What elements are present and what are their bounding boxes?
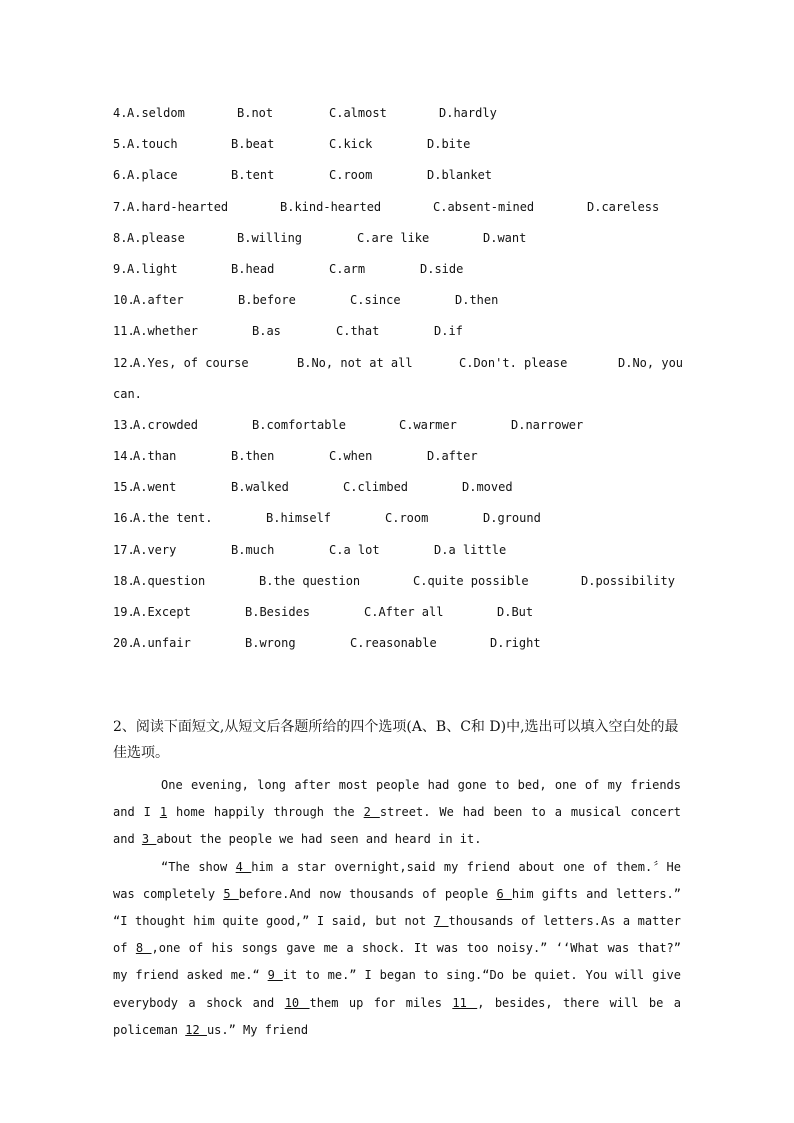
- option-c: C.almost: [329, 106, 387, 120]
- option-continuation: can.: [113, 386, 142, 401]
- option-c: C.are like: [357, 230, 430, 245]
- blank-7: 7: [433, 914, 449, 929]
- question-number: 11.: [113, 324, 135, 339]
- option-b: B.Besides: [245, 605, 311, 620]
- passage-text: it to me.” I began to sing.“Do be quiet. You will give everybody a shock and: [113, 968, 681, 1010]
- option-d: D.No, you: [618, 355, 684, 370]
- question-row: [113, 446, 683, 477]
- question-row: [113, 571, 683, 602]
- passage-text: home happily through the: [167, 805, 364, 820]
- question-row: [113, 290, 683, 321]
- question-row: [113, 134, 683, 165]
- question-row: [113, 321, 683, 352]
- passage-text: them up for miles: [309, 995, 453, 1010]
- question-row: [113, 508, 683, 539]
- option-b: B.comfortable: [252, 417, 346, 432]
- option-a: A.went: [133, 480, 177, 495]
- option-b: B.wrong: [245, 636, 296, 651]
- passage-text: before.And now thousands of people: [238, 886, 497, 901]
- option-c: C.room: [385, 511, 429, 526]
- option-b: B.the question: [259, 573, 361, 588]
- option-c: C.Don't. please: [459, 355, 568, 370]
- option-c: C.absent-mined: [433, 199, 535, 214]
- option-b: B.then: [231, 449, 275, 464]
- question-options-list: [113, 103, 683, 664]
- passage-text: thousands of letters.As a matter of: [113, 914, 682, 956]
- question-number: 9.: [113, 261, 128, 276]
- passage-text: him a star overnight,said my friend about one of them.〞He was completely: [113, 859, 681, 901]
- option-c: C.quite possible: [413, 573, 529, 588]
- option-a: A.seldom: [127, 106, 185, 120]
- blank-4: 4: [235, 859, 252, 874]
- option-c: C.kick: [329, 137, 373, 152]
- question-number: 15.: [113, 480, 135, 495]
- option-a: A.light: [127, 261, 178, 276]
- option-c: C.a lot: [329, 542, 380, 557]
- question-row: [113, 165, 683, 196]
- passage-text: us.” My friend: [206, 1022, 309, 1037]
- question-row: [113, 259, 683, 290]
- blank-11: 11: [452, 995, 478, 1010]
- option-d: D.right: [490, 636, 541, 651]
- question-number: 8.: [113, 230, 128, 245]
- option-d: D.side: [420, 261, 464, 276]
- passage-text: One evening, long after most people had gone to bed, one of my friends and I: [113, 778, 681, 820]
- option-d: D.hardly: [439, 106, 497, 120]
- option-b: B.kind-hearted: [280, 199, 382, 214]
- question-number: 5.: [113, 137, 128, 152]
- option-c: C.that: [336, 324, 380, 339]
- option-d: D.then: [455, 293, 499, 308]
- question-number: 19.: [113, 605, 135, 620]
- option-c: C.reasonable: [350, 636, 437, 651]
- question-number: 6.: [113, 168, 128, 183]
- option-d: D.ground: [483, 511, 541, 526]
- option-d: D.moved: [462, 480, 513, 495]
- passage-text: ,one of his songs gave me a shock. It was too noisy.” ‘‘What was that?” my friend asked me.“: [113, 941, 681, 983]
- question-row: [113, 103, 683, 134]
- blank-1: 1: [159, 805, 168, 820]
- option-c: C.After all: [364, 605, 444, 620]
- option-a: A.unfair: [133, 636, 191, 651]
- passage-text: , besides, there will be a policeman: [113, 995, 681, 1037]
- option-c: C.since: [350, 293, 401, 308]
- option-d: D.if: [434, 324, 463, 339]
- option-a: A.after: [133, 293, 184, 308]
- option-b: B.as: [252, 324, 281, 339]
- question-number: 7.: [113, 199, 128, 214]
- option-b: B.No, not at all: [297, 355, 413, 370]
- question-row: [113, 602, 683, 633]
- option-d: D.want: [483, 230, 527, 245]
- option-d: D.But: [497, 605, 534, 620]
- question-row: [113, 477, 683, 508]
- question-row: [113, 228, 683, 259]
- blank-2: 2: [363, 805, 380, 820]
- passage-text: him gifts and letters.” “I thought him quite good,” I said, but not: [113, 886, 681, 929]
- option-a: A.Except: [133, 605, 191, 620]
- blank-6: 6: [496, 886, 512, 901]
- question-row: [113, 540, 683, 571]
- blank-5: 5: [223, 886, 239, 901]
- question-row: [113, 353, 683, 415]
- option-c: C.warmer: [399, 417, 457, 432]
- option-a: A.than: [133, 449, 177, 464]
- option-b: B.tent: [231, 168, 275, 183]
- passage-text: “The show: [161, 859, 236, 874]
- question-number: 10.: [113, 293, 135, 308]
- question-number: 18.: [113, 573, 135, 588]
- option-b: B.head: [231, 261, 275, 276]
- option-a: A.the tent.: [133, 511, 213, 526]
- blank-8: 8: [135, 941, 152, 956]
- option-d: D.careless: [587, 199, 660, 214]
- option-a: A.very: [133, 542, 177, 557]
- option-a: A.hard-hearted: [127, 199, 229, 214]
- question-number: 12.: [113, 355, 135, 370]
- option-b: B.before: [238, 293, 296, 308]
- option-b: B.walked: [231, 480, 289, 495]
- option-d: D.a little: [434, 542, 507, 557]
- option-a: A.please: [127, 230, 185, 245]
- option-a: A.whether: [133, 324, 199, 339]
- blank-3: 3: [141, 832, 157, 847]
- question-row: [113, 633, 683, 664]
- option-a: A.crowded: [133, 417, 199, 432]
- blank-9: 9: [267, 968, 283, 983]
- question-number: 13.: [113, 417, 135, 432]
- option-b: B.himself: [266, 511, 332, 526]
- option-d: D.after: [427, 449, 478, 464]
- option-b: B.not: [237, 106, 274, 120]
- reading-passage: [113, 772, 681, 1044]
- option-b: B.much: [231, 542, 275, 557]
- passage-text: street. We had been to a musical concert and: [113, 805, 682, 847]
- question-number: 4.: [113, 106, 128, 120]
- option-c: C.when: [329, 449, 373, 464]
- question-number: 16.: [113, 511, 135, 526]
- option-a: A.touch: [127, 137, 178, 152]
- blank-12: 12: [185, 1022, 207, 1037]
- question-number: 17.: [113, 542, 135, 557]
- option-a: A.place: [127, 168, 178, 183]
- passage-text: about the people we had seen and heard in it.: [156, 832, 482, 847]
- option-d: D.bite: [427, 137, 471, 152]
- question-number: 20.: [113, 636, 135, 651]
- option-a: A.question: [133, 573, 206, 588]
- section-instruction: 2、阅读下面短文,从短文后各题所给的四个选项(A、B、C和 D)中,选出可以填入空白处的最佳选项。: [113, 719, 679, 761]
- question-row: [113, 197, 683, 228]
- blank-10: 10: [284, 995, 310, 1010]
- passage-paragraph: [113, 854, 681, 1044]
- option-a: A.Yes, of course: [133, 355, 249, 370]
- option-c: C.climbed: [343, 480, 409, 495]
- question-number: 14.: [113, 449, 135, 464]
- option-b: B.beat: [231, 137, 275, 152]
- option-b: B.willing: [237, 230, 303, 245]
- option-d: D.blanket: [427, 168, 493, 183]
- passage-paragraph: [113, 772, 681, 854]
- option-c: C.room: [329, 168, 373, 183]
- question-row: [113, 415, 683, 446]
- option-d: D.narrower: [511, 417, 584, 432]
- option-d: D.possibility: [581, 573, 675, 588]
- option-c: C.arm: [329, 261, 366, 276]
